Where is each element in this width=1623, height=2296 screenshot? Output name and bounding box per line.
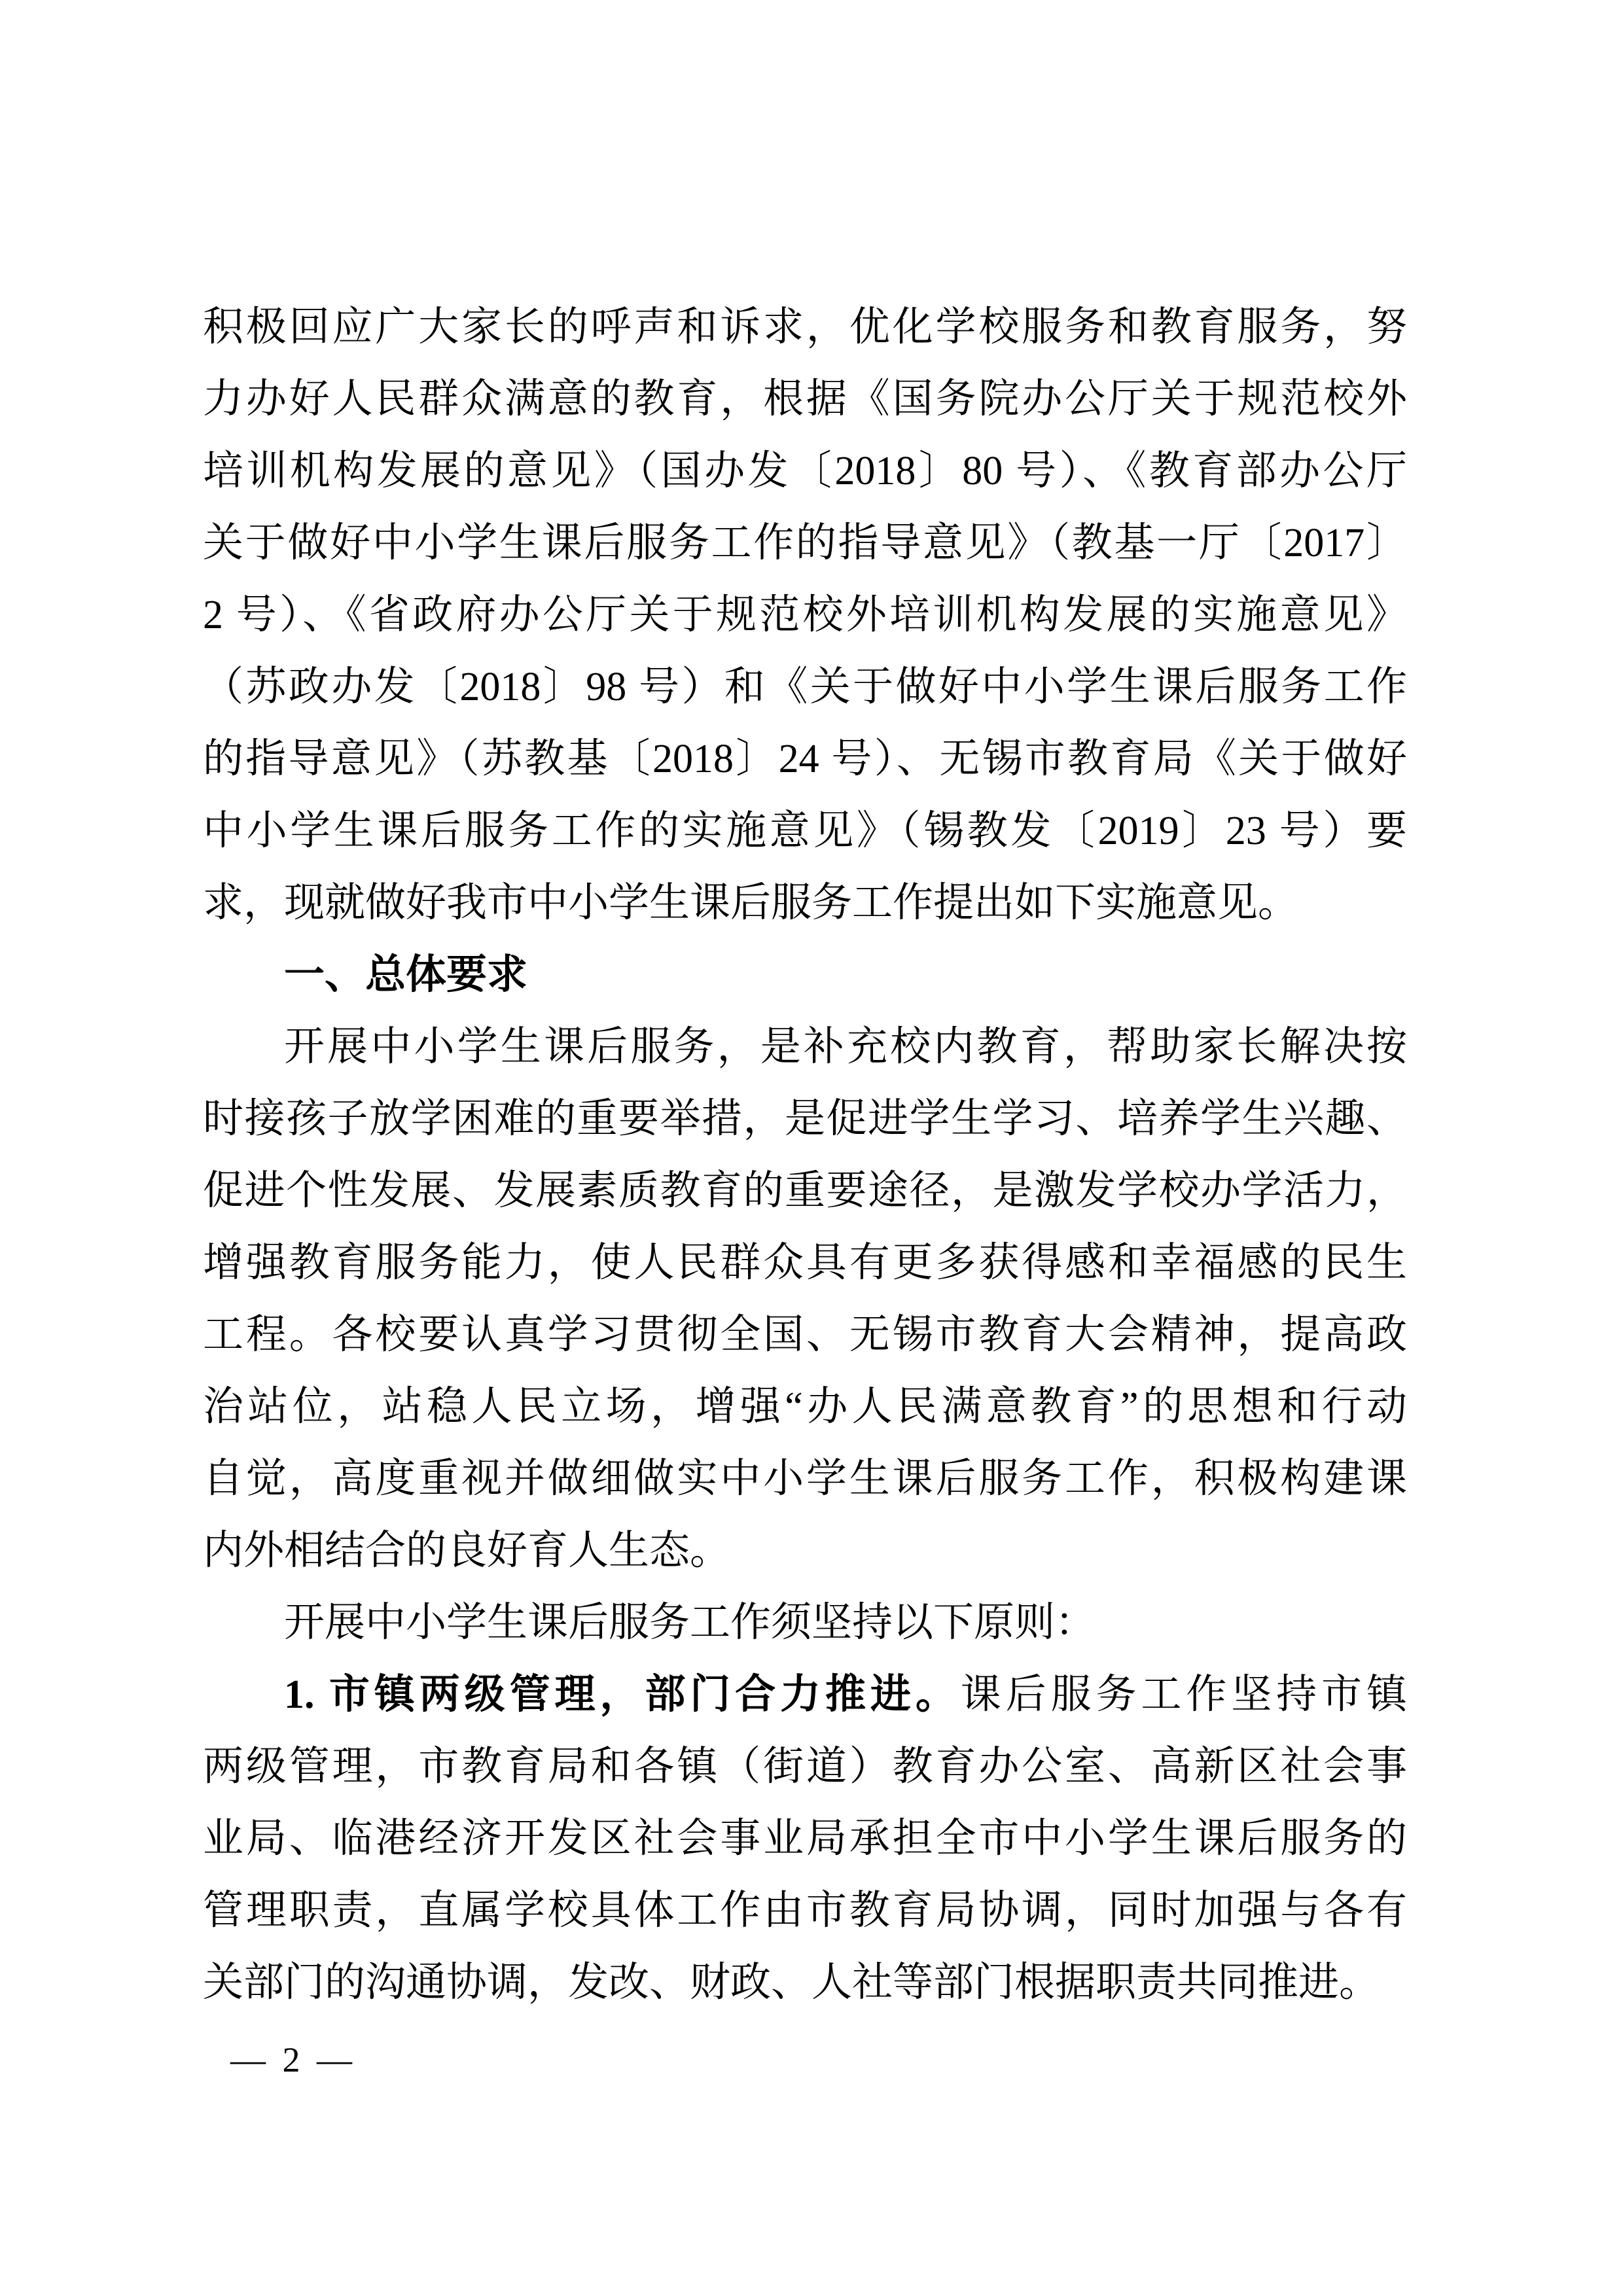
principles-intro-paragraph bbox=[203, 1587, 1407, 1659]
text-line: （苏政办发〔2018〕98 号）和《关于做好中小学生课后服务工作 bbox=[203, 665, 1407, 709]
text-line: 培训机构发展的意见》（国办发〔2018〕80 号）、《教育部办公厅 bbox=[203, 449, 1407, 493]
text-line bbox=[203, 1659, 1407, 1731]
page-number: — 2 — bbox=[230, 2040, 356, 2079]
text-line: 管理职责，直属学校具体工作由市教育局协调，同时加强与各有 bbox=[203, 1888, 1407, 1933]
text-line: 增强教育服务能力，使人民群众具有更多获得感和幸福感的民生 bbox=[203, 1241, 1407, 1285]
text-line: 关部门的沟通协调，发改、财政、人社等部门根据职责共同推进。 bbox=[203, 1960, 1380, 2005]
text-run: 课后服务工作坚持市镇 bbox=[960, 1672, 1407, 1717]
text-line: 开展中小学生课后服务工作须坚持以下原则： bbox=[284, 1600, 1096, 1645]
text-line: 2 号）、《省政府办公厅关于规范校外培训机构发展的实施意见》 bbox=[203, 593, 1407, 637]
text-line: 关于做好中小学生课后服务工作的指导意见》（教基一厅〔2017〕 bbox=[203, 521, 1407, 565]
text-line: 开展中小学生课后服务，是补充校内教育，帮助家长解决按 bbox=[284, 1025, 1407, 1069]
text-line: 促进个性发展、发展素质教育的重要途径，是激发学校办学活力， bbox=[203, 1169, 1407, 1213]
continued-paragraph bbox=[203, 291, 1407, 939]
document-body bbox=[203, 291, 1407, 2019]
text-line: 业局、临港经济开发区社会事业局承担全市中小学生课后服务的 bbox=[203, 1816, 1407, 1861]
text-line: 中小学生课后服务工作的实施意见》（锡教发〔2019〕23 号）要 bbox=[203, 809, 1407, 853]
principle-1-paragraph bbox=[203, 1659, 1407, 2019]
principle-title-run: 1. 市镇两级管理，部门合力推进。 bbox=[284, 1672, 961, 1717]
text-line: 自觉，高度重视并做细做实中小学生课后服务工作，积极构建课 bbox=[203, 1457, 1407, 1501]
text-line: 治站位，站稳人民立场，增强“办人民满意教育”的思想和行动 bbox=[203, 1385, 1407, 1429]
section-1-heading bbox=[203, 939, 1407, 1011]
text-line: 工程。各校要认真学习贯彻全国、无锡市教育大会精神，提高政 bbox=[203, 1313, 1407, 1357]
heading-line: 一、总体要求 bbox=[284, 952, 528, 997]
text-line: 两级管理，市教育局和各镇（街道）教育办公室、高新区社会事 bbox=[203, 1744, 1407, 1789]
text-line: 求，现就做好我市中小学生课后服务工作提出如下实施意见。 bbox=[203, 881, 1299, 925]
overview-paragraph bbox=[203, 1011, 1407, 1587]
text-line: 力办好人民群众满意的教育，根据《国务院办公厅关于规范校外 bbox=[203, 377, 1407, 421]
text-line: 积极回应广大家长的呼声和诉求，优化学校服务和教育服务，努 bbox=[203, 305, 1407, 349]
text-line: 时接孩子放学困难的重要举措，是促进学生学习、培养学生兴趣、 bbox=[203, 1097, 1407, 1141]
page-footer bbox=[230, 2040, 356, 2079]
text-line: 的指导意见》（苏教基〔2018〕24 号）、无锡市教育局《关于做好 bbox=[203, 737, 1407, 781]
text-line: 内外相结合的良好育人生态。 bbox=[203, 1528, 731, 1573]
